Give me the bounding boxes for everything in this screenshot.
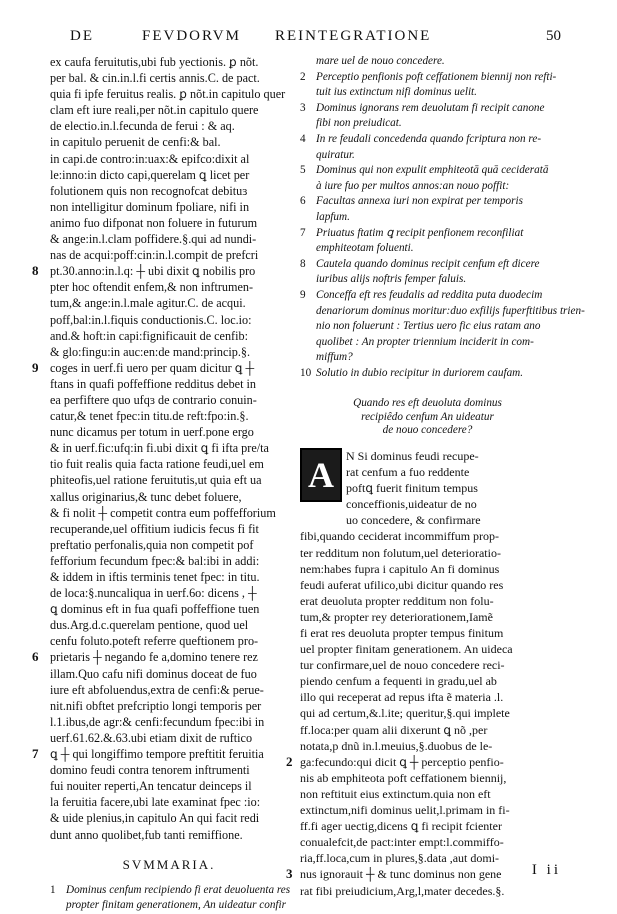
text-line xyxy=(50,392,288,408)
text-line xyxy=(50,344,288,360)
line-text: non reftituit eius extinctum.quia non eft xyxy=(300,786,491,801)
summary-line xyxy=(300,85,555,101)
text-line xyxy=(300,480,555,496)
line-text: illam.Quo cafu nifi dominus doceat de fuo xyxy=(50,666,257,681)
text-line xyxy=(300,786,555,802)
text-line xyxy=(300,545,555,561)
line-text: ff.loca:per quam alii dixerunt ꝗ nõ ,per xyxy=(300,722,488,737)
line-text: poftꝗ fuerit finitum tempus xyxy=(346,481,478,496)
signature-mark: I ii xyxy=(531,862,561,878)
line-text: tum,& ange:in.l.male agitur.C. de acqui. xyxy=(50,296,246,311)
line-text: and.& hoft:in capi:fignificauit de cenfib: xyxy=(50,328,248,343)
summary-text: Dominus cenfum recipiendo fi erat deuoluenta res xyxy=(66,883,291,896)
line-text: tio fuit realis quia facta ratione feudi,uel em xyxy=(50,457,264,472)
line-text: nunc dicamus per totum in uerf.pone ergo xyxy=(50,425,254,440)
summary-text: fibi non preiudicat. xyxy=(316,117,402,130)
summary-text: Priuatus ftatim ꝗ recipit penfionem reconfiliat xyxy=(316,226,524,239)
line-text: piendo cenfum a fequenti in gradu,uel ab xyxy=(300,674,497,689)
line-text: conceffionis,uideatur de no xyxy=(346,497,477,512)
summary-text: nio non foluerunt : Tertius uero fic eius ratam ano xyxy=(316,320,541,333)
line-text: dus.Arg.d.c.querelam pentione, quod uel xyxy=(50,618,249,633)
text-line xyxy=(300,641,555,657)
summary-line xyxy=(300,101,555,117)
chapter-title xyxy=(300,397,555,438)
margin-note-number: 7 xyxy=(32,746,39,762)
text-line xyxy=(50,408,288,424)
text-line xyxy=(286,866,555,882)
line-text: non intelligitur dominum fpoliare, nifi in xyxy=(50,199,250,214)
line-text: ꝗ ┼ qui longiffimo tempore preftitit feruitia xyxy=(50,747,264,762)
line-text: coges in uerf.fi uero per quam dicitur ꝗ ┼ xyxy=(50,360,255,375)
summary-line xyxy=(50,898,288,914)
text-line xyxy=(50,231,288,247)
chapter-body xyxy=(286,448,555,899)
text-line xyxy=(50,86,288,102)
text-line xyxy=(50,440,288,456)
line-text: recuperande,uel offitium iudicis fecus fi fit xyxy=(50,521,259,536)
summary-line xyxy=(300,54,555,70)
line-text: nis ab emphiteota poft ceffationem biennij, xyxy=(300,770,507,785)
line-text: nus ignorauit ┼ & tunc dominus non gene xyxy=(300,867,502,882)
line-text: extinctum,nifi dominus uelit,l.primam in fi- xyxy=(300,803,510,818)
chapter-title-line: recipiêdo cenfum An uideatur xyxy=(361,410,494,423)
line-text: tum,& propter rey deteriorationem,Iamẽ xyxy=(300,609,493,624)
summary-number: 7 xyxy=(300,226,306,239)
header-word-de: DE xyxy=(70,28,94,44)
summary-text: Conceffa eft res feudalis ad reddita puta duodecim xyxy=(316,288,543,301)
text-line xyxy=(50,312,288,328)
line-text: uo concedere, & confirmare xyxy=(346,513,481,528)
summary-line xyxy=(300,179,555,195)
line-text: iure eft abfoluendus,extra de cenfi:& perue- xyxy=(50,682,264,697)
summary-line xyxy=(50,883,291,899)
summary-number: 2 xyxy=(300,70,306,83)
left-column xyxy=(32,54,291,914)
summary-text: mare uel de nouo concedere. xyxy=(316,55,445,67)
text-line xyxy=(50,134,288,150)
line-text: nem:habes fupra i capitulo An fi dominus xyxy=(300,561,500,576)
text-line xyxy=(50,666,288,682)
text-line xyxy=(50,489,288,505)
summary-line xyxy=(300,272,555,288)
summary-text: Dominus qui non expulit emphiteotā quā cecideratā xyxy=(316,164,549,177)
text-line xyxy=(300,883,555,899)
line-text: tur confirmare,uel de nouo concedere reci- xyxy=(300,658,505,673)
summaria-heading: SVMMARIA. xyxy=(122,856,216,872)
text-line xyxy=(50,118,288,134)
line-text: notata,p dnũ in.l.meuius,§.duobus de le- xyxy=(300,738,493,753)
text-line xyxy=(50,376,288,392)
line-text: prietaris ┼ negando fe a,domino tenere rez xyxy=(50,650,258,665)
summary-line xyxy=(300,241,555,257)
summary-line xyxy=(300,257,555,273)
line-text: preftatio perfonalis,quia non competit pof xyxy=(50,537,254,552)
line-text: nas de acqui:poff:cin:in.l.compit de prefcri xyxy=(50,248,259,263)
summary-text: Perceptio penfionis poft ceffationem biennij non refti- xyxy=(316,70,557,83)
line-text: catur,& tenet fpec:in titu.de reft:fpo:in.§. xyxy=(50,409,249,424)
line-text: domino feudi contra tenorem inftrumenti xyxy=(50,763,250,778)
summary-text: miffum? xyxy=(316,351,353,364)
line-text: folutionem quis non recognofcat debituɜ xyxy=(50,183,248,198)
line-text: clam eft iure reali,per nõt.in capitulo quere xyxy=(50,103,259,118)
margin-note-number: 3 xyxy=(286,866,293,882)
line-text: erat deuoluta propter redditum non folu- xyxy=(300,593,494,608)
line-text: l.1.ibus,de agr:& cenfi:fecundum fpec:ibi in xyxy=(50,714,265,729)
summary-number: 5 xyxy=(300,164,306,177)
text-line xyxy=(300,722,555,738)
text-line xyxy=(300,625,555,641)
text-line xyxy=(50,585,288,601)
margin-note-number: 8 xyxy=(32,263,39,279)
line-text: cenfu foluto.poteft referre queftionem pro- xyxy=(50,634,259,649)
line-text: fi erat res deuoluta propter tempus finitum xyxy=(300,626,504,640)
right-column xyxy=(286,54,585,899)
line-text: ꝗ dominus eft in fua quafi poffeffione tuen xyxy=(50,602,260,617)
margin-note-number: 9 xyxy=(32,359,39,375)
line-text: phiteofis,uel ratione feruitutis,ut quia eft ua xyxy=(50,473,262,488)
line-text: le:inno:in dicto capi,querelam ꝗ licet per xyxy=(50,167,250,182)
line-text: feudi auferat ufilico,ubi dicitur quando res xyxy=(300,577,504,592)
summary-text: Dominus ignorans rem deuolutam fi recipit canone xyxy=(316,101,545,114)
text-line xyxy=(32,746,288,762)
chapter-title-line: de nouo concedere? xyxy=(382,424,473,437)
text-line xyxy=(50,167,288,183)
line-text: pter hoc oftendit enfem,& non inftrumen- xyxy=(50,280,254,295)
text-line xyxy=(300,593,555,609)
text-line xyxy=(300,464,555,480)
text-line xyxy=(50,183,288,199)
summary-text: iuribus alijs noftris femper faluis. xyxy=(316,273,467,286)
dropcap-letter: A xyxy=(308,454,334,495)
summary-text: Solutio in dubio recipitur in duriorem caufam. xyxy=(316,366,524,379)
text-line xyxy=(50,714,288,730)
summary-text: In re feudali concedenda quando fcriptura non re- xyxy=(316,132,542,145)
running-header xyxy=(70,28,587,50)
summary-text: lapfum. xyxy=(316,210,350,223)
text-line xyxy=(50,70,288,86)
summary-number: 4 xyxy=(300,132,306,145)
text-line xyxy=(50,424,288,440)
text-line xyxy=(50,617,288,633)
line-text: ga:fecundo:qui dicit ꝗ ┼ perceptio penfio- xyxy=(300,754,504,769)
summary-line xyxy=(300,116,555,132)
line-text: dunt anno quolibet,fub tanti remiffione. xyxy=(50,827,243,842)
line-text: ftans in quafi poffeffione redditus debet in xyxy=(50,376,257,391)
line-text: poff,bal:in.l.fiquis conductionis.C. loc.io: xyxy=(50,312,252,327)
text-line xyxy=(50,215,288,231)
line-text: rat cenfum a fuo reddente xyxy=(346,465,470,480)
text-line xyxy=(32,359,288,376)
text-line xyxy=(50,295,288,311)
line-text: illo qui receperat ad repus ifta ẽ materia .l. xyxy=(300,690,504,705)
summary-line xyxy=(300,194,555,210)
line-text: animo fuo difponat non foluere in futurum xyxy=(50,215,258,230)
line-text: quia fi ipfe feruitus realis. ꝑ nõt.in capitulo quer xyxy=(50,87,286,102)
summary-line xyxy=(300,335,555,351)
text-line xyxy=(50,279,288,295)
line-text: & fi nolit ┼ competit contra eum poffefforium xyxy=(50,505,276,520)
summary-line xyxy=(300,319,555,335)
summary-line xyxy=(300,132,555,148)
text-line xyxy=(50,505,288,521)
text-line xyxy=(32,263,288,279)
text-line xyxy=(50,810,288,826)
text-line xyxy=(300,512,555,528)
summary-line xyxy=(300,70,555,86)
text-line xyxy=(50,328,288,344)
text-line xyxy=(300,577,555,593)
line-text: & in uerf.fic:ufq:in fi.ubi dixit ꝗ fi ifta pre/ta xyxy=(50,441,269,456)
summary-text: quolibet : An propter triennium inciderit in com- xyxy=(316,335,534,348)
summary-text: quiratur. xyxy=(316,148,355,161)
text-line xyxy=(50,794,288,810)
text-line xyxy=(300,561,555,577)
summary-text: tuit ius extinctum nifi dominus uelit. xyxy=(316,86,477,99)
line-text: ria,ff.loca,cum in plures,§.data ,aut domi- xyxy=(300,851,500,866)
text-line xyxy=(286,753,555,770)
text-line xyxy=(50,247,288,263)
text-line xyxy=(50,682,288,698)
summary-number: 9 xyxy=(300,288,306,301)
text-line xyxy=(50,762,288,778)
text-line xyxy=(32,649,288,665)
line-text: pt.30.anno:in.l.q: ┼ ubi dixit ꝗ nobilis pro xyxy=(50,264,256,279)
line-text: & glo:fingu:in auc:en:de mand:princip.§. xyxy=(50,344,251,359)
margin-note-number: 2 xyxy=(286,753,293,769)
line-text: ea perfiftere quo ufqɜ de contrario conuin- xyxy=(50,392,257,407)
line-text: qui ad certum,&.l.ite; queritur,§.qui implete xyxy=(300,706,510,721)
text-line xyxy=(300,738,555,754)
text-line xyxy=(300,850,555,866)
line-text: & uide plenius,in capitulo An qui facit redi xyxy=(50,811,260,826)
line-text: in capi.de contro:in:uax:& epifco:dixit al xyxy=(50,151,250,166)
summary-line xyxy=(300,226,555,242)
summary-text: emphiteotam foluenti. xyxy=(316,242,414,255)
line-text: uel propter finitam generationem. An uideca xyxy=(300,642,513,657)
summary-number: 10 xyxy=(300,366,312,379)
line-text: & ange:in.l.clam poffidere.§.qui ad nundi- xyxy=(50,232,257,247)
text-line xyxy=(50,601,288,617)
summary-line xyxy=(300,350,555,366)
text-line xyxy=(50,553,288,569)
page-number: 50 xyxy=(546,28,561,44)
text-line xyxy=(300,802,555,818)
header-word-feudorum: FEVDORVM xyxy=(142,28,241,44)
summary-line xyxy=(300,210,555,226)
text-line xyxy=(300,705,555,721)
summary-text: Cautela quando dominus recipit cenfum eft dicere xyxy=(316,257,540,270)
line-text: xallus originarius,& tunc debet foluere, xyxy=(50,489,242,504)
text-line xyxy=(50,456,288,472)
text-line xyxy=(50,537,288,553)
text-line xyxy=(300,496,555,512)
text-line xyxy=(300,818,555,834)
line-text: per bal. & cin.in.l.fi certis annis.C. de pact. xyxy=(50,71,260,86)
line-text: fibi,quando ceciderat incommiffum prop- xyxy=(300,529,500,544)
text-line xyxy=(50,199,288,215)
text-line xyxy=(50,827,288,843)
text-line xyxy=(50,151,288,167)
summary-line xyxy=(300,304,585,320)
line-text: de electio.in.l.fecunda de ferui : & aq. xyxy=(50,119,235,134)
line-text: fefforium fecundum fpec:& bal:ibi in addi: xyxy=(50,553,260,568)
text-line xyxy=(300,673,555,689)
summary-number: 6 xyxy=(300,195,306,208)
text-line xyxy=(300,834,555,850)
margin-note-number: 6 xyxy=(32,649,39,665)
line-text: ff.fi ager uectig,dicens ꝗ fi recipit fcienter xyxy=(300,819,502,834)
summary-number: 1 xyxy=(50,883,56,896)
summary-text: denariorum dominus moritur:duo exfilijs fuperftitibus trien- xyxy=(316,304,585,317)
text-line xyxy=(50,472,288,488)
text-line xyxy=(300,448,555,464)
line-text: & iddem in iftis terminis tenet fpec: in titu. xyxy=(50,570,260,584)
text-line xyxy=(50,778,288,794)
line-text: conualefcit,de pact:inter empt:l.commiffo- xyxy=(300,835,504,850)
summary-line xyxy=(300,163,555,179)
text-line xyxy=(300,609,555,625)
summary-number: 3 xyxy=(300,101,306,114)
line-text: N Si dominus feudi recupe- xyxy=(346,448,479,463)
summary-line xyxy=(300,288,555,304)
text-line xyxy=(300,657,555,673)
line-text: rat fibi preiudicium,Arg,l,mater decedes.§. xyxy=(300,883,505,898)
summary-text: propter finitam generationem, An uideatur confir xyxy=(66,899,287,912)
summary-number: 8 xyxy=(300,257,306,270)
text-line xyxy=(50,730,288,746)
summary-line xyxy=(300,366,555,382)
text-line xyxy=(50,521,288,537)
summary-text: Facultas annexa iuri non expirat per temporis xyxy=(316,195,523,208)
line-text: la feruitia facere,ubi late examinat fpec :io: xyxy=(50,795,261,810)
text-line xyxy=(50,54,288,70)
text-line xyxy=(300,528,555,544)
text-line xyxy=(300,770,555,786)
line-text: fui nouiter reperti,An tencatur deinceps il xyxy=(50,779,252,794)
line-text: in capitulo peruenit de cenfi:& bal. xyxy=(50,135,221,150)
text-line xyxy=(300,689,555,705)
line-text: ter redditum non folutum,uel deterioratio- xyxy=(300,545,501,560)
text-line xyxy=(50,633,288,649)
summary-text: à iure fuo per multos annos:an nouo poffit: xyxy=(316,179,510,192)
text-line xyxy=(50,102,288,118)
line-text: ex caufa feruitutis,ubi fub yectionis. ꝑ nõt. xyxy=(50,55,259,69)
text-line xyxy=(50,698,288,714)
line-text: nit.nifi obftet prefcriptio longi temporis per xyxy=(50,698,262,713)
header-word-reintegratione: REINTEGRATIONE xyxy=(275,28,432,44)
text-line xyxy=(50,569,288,585)
line-text: uerf.61.62.&.63.ubi etiam dixit de ruftico xyxy=(50,730,253,745)
summary-line xyxy=(300,148,555,164)
chapter-title-line: Quando res eft deuoluta dominus xyxy=(353,397,502,410)
line-text: de loca:§.nuncaliqua in uerf.6o: dicens , ┼ xyxy=(50,586,257,601)
